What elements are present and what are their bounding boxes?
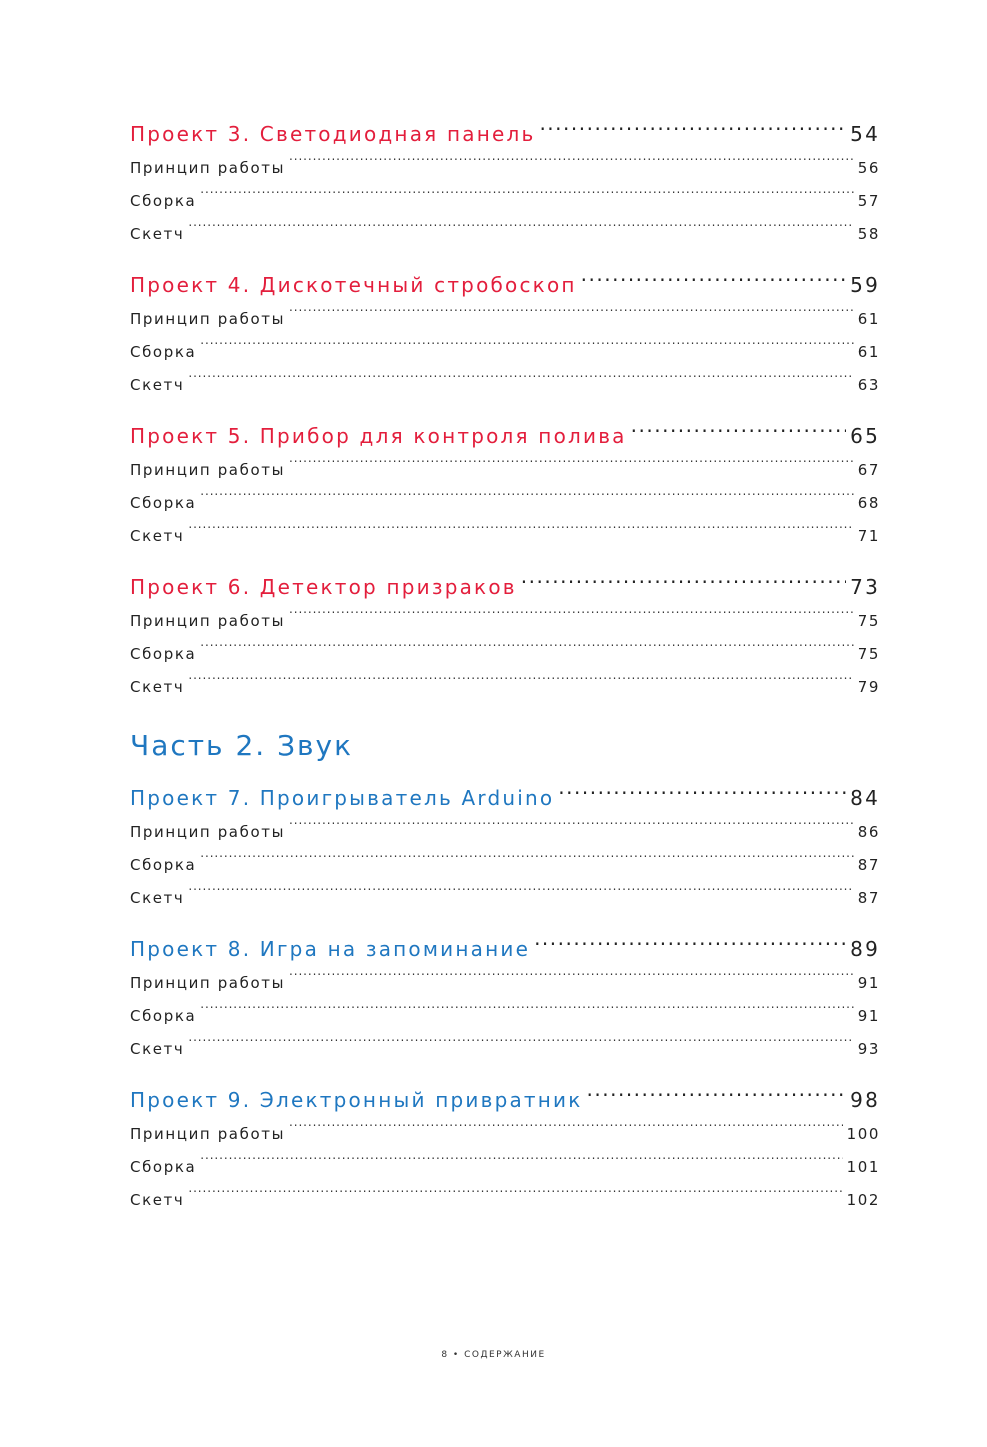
dot-leader <box>188 1039 853 1054</box>
page-number: 57 <box>857 192 880 210</box>
project-title: Проект 3. Светодиодная панель <box>130 122 536 146</box>
project-title: Проект 8. Игра на запоминание <box>130 937 531 961</box>
toc-project-4 <box>130 267 880 402</box>
toc-subentry[interactable] <box>130 816 880 849</box>
page-number: 75 <box>857 645 880 663</box>
project-entry[interactable] <box>130 569 880 605</box>
subentry-label: Скетч <box>130 225 185 243</box>
dot-leader <box>188 677 853 692</box>
toc-project-9 <box>130 1082 880 1217</box>
subentry-label: Скетч <box>130 889 185 907</box>
page-number: 58 <box>857 225 880 243</box>
dot-leader <box>539 121 846 141</box>
subentry-label: Сборка <box>130 1158 197 1176</box>
page-number: 54 <box>850 122 880 146</box>
toc-subentry[interactable] <box>130 454 880 487</box>
dot-leader <box>581 272 846 292</box>
toc-subentry[interactable] <box>130 369 880 402</box>
toc-subentry[interactable] <box>130 1118 880 1151</box>
project-entry[interactable] <box>130 267 880 303</box>
toc-project-6 <box>130 569 880 704</box>
toc-subentry[interactable] <box>130 487 880 520</box>
toc-subentry[interactable] <box>130 152 880 185</box>
project-title: Проект 6. Детектор призраков <box>130 575 517 599</box>
dot-leader <box>188 1190 842 1205</box>
project-entry[interactable] <box>130 1082 880 1118</box>
project-entry[interactable] <box>130 418 880 454</box>
dot-leader <box>188 526 853 541</box>
subentry-label: Сборка <box>130 645 197 663</box>
dot-leader <box>289 822 854 837</box>
page-number: 84 <box>850 786 880 810</box>
page-number: 102 <box>846 1191 880 1209</box>
page-number: 91 <box>857 974 880 992</box>
toc-subentry[interactable] <box>130 967 880 1000</box>
dot-leader <box>200 191 853 206</box>
toc-subentry[interactable] <box>130 638 880 671</box>
subentry-label: Скетч <box>130 1040 185 1058</box>
page-number: 73 <box>850 575 880 599</box>
subentry-label: Принцип работы <box>130 310 286 328</box>
toc-project-8 <box>130 931 880 1066</box>
dot-leader <box>200 1006 853 1021</box>
toc-subentry[interactable] <box>130 671 880 704</box>
subentry-label: Сборка <box>130 856 197 874</box>
page-number: 71 <box>857 527 880 545</box>
subentry-label: Принцип работы <box>130 974 286 992</box>
page-number: 87 <box>857 856 880 874</box>
project-entry[interactable] <box>130 780 880 816</box>
subentry-label: Сборка <box>130 192 197 210</box>
table-of-contents <box>130 116 880 1233</box>
page-number: 91 <box>857 1007 880 1025</box>
dot-leader <box>188 375 853 390</box>
toc-project-3 <box>130 116 880 251</box>
dot-leader <box>200 493 853 508</box>
page-number: 56 <box>857 159 880 177</box>
subentry-label: Сборка <box>130 494 197 512</box>
page-number: 59 <box>850 273 880 297</box>
subentry-label: Принцип работы <box>130 159 286 177</box>
dot-leader <box>521 574 846 594</box>
subentry-label: Сборка <box>130 1007 197 1025</box>
toc-subentry[interactable] <box>130 605 880 638</box>
dot-leader <box>188 888 853 903</box>
page-number: 63 <box>857 376 880 394</box>
dot-leader <box>534 936 846 956</box>
dot-leader <box>558 785 846 805</box>
toc-subentry[interactable] <box>130 303 880 336</box>
subentry-label: Скетч <box>130 376 185 394</box>
toc-subentry[interactable] <box>130 1184 880 1217</box>
dot-leader <box>200 855 853 870</box>
toc-subentry[interactable] <box>130 882 880 915</box>
toc-subentry[interactable] <box>130 520 880 553</box>
dot-leader <box>289 973 854 988</box>
project-entry[interactable] <box>130 116 880 152</box>
page-number: 87 <box>857 889 880 907</box>
project-title: Проект 7. Проигрыватель Arduino <box>130 786 555 810</box>
subentry-label: Сборка <box>130 343 197 361</box>
toc-subentry[interactable] <box>130 336 880 369</box>
dot-leader <box>289 309 854 324</box>
page-number: 61 <box>857 343 880 361</box>
page-number: 79 <box>857 678 880 696</box>
page-number: 98 <box>850 1088 880 1112</box>
toc-subentry[interactable] <box>130 1033 880 1066</box>
toc-subentry[interactable] <box>130 1000 880 1033</box>
toc-subentry[interactable] <box>130 849 880 882</box>
subentry-label: Принцип работы <box>130 823 286 841</box>
project-entry[interactable] <box>130 931 880 967</box>
dot-leader <box>200 1157 842 1172</box>
page-number: 101 <box>846 1158 880 1176</box>
toc-subentry[interactable] <box>130 185 880 218</box>
project-title: Проект 4. Дискотечный стробоскоп <box>130 273 577 297</box>
toc-subentry[interactable] <box>130 1151 880 1184</box>
page-number: 65 <box>850 424 880 448</box>
subentry-label: Принцип работы <box>130 612 286 630</box>
dot-leader <box>631 423 846 443</box>
dot-leader <box>188 224 853 239</box>
subentry-label: Скетч <box>130 678 185 696</box>
dot-leader <box>289 1124 843 1139</box>
toc-subentry[interactable] <box>130 218 880 251</box>
project-title: Проект 5. Прибор для контроля полива <box>130 424 627 448</box>
page-number: 75 <box>857 612 880 630</box>
page-number: 68 <box>857 494 880 512</box>
dot-leader <box>289 611 854 626</box>
page-number: 93 <box>857 1040 880 1058</box>
dot-leader <box>587 1087 847 1107</box>
page-number: 86 <box>857 823 880 841</box>
toc-project-5 <box>130 418 880 553</box>
dot-leader <box>289 460 854 475</box>
subentry-label: Скетч <box>130 527 185 545</box>
dot-leader <box>200 644 853 659</box>
dot-leader <box>289 158 854 173</box>
project-title: Проект 9. Электронный привратник <box>130 1088 583 1112</box>
subentry-label: Принцип работы <box>130 1125 286 1143</box>
page-footer: 8 • СОДЕРЖАНИЕ <box>441 1350 546 1360</box>
toc-project-7 <box>130 780 880 915</box>
subentry-label: Скетч <box>130 1191 185 1209</box>
subentry-label: Принцип работы <box>130 461 286 479</box>
page-number: 89 <box>850 937 880 961</box>
page-number: 100 <box>846 1125 880 1143</box>
page-number: 61 <box>857 310 880 328</box>
dot-leader <box>200 342 853 357</box>
part-heading[interactable]: Часть 2. Звук <box>130 729 354 762</box>
page-number: 67 <box>857 461 880 479</box>
